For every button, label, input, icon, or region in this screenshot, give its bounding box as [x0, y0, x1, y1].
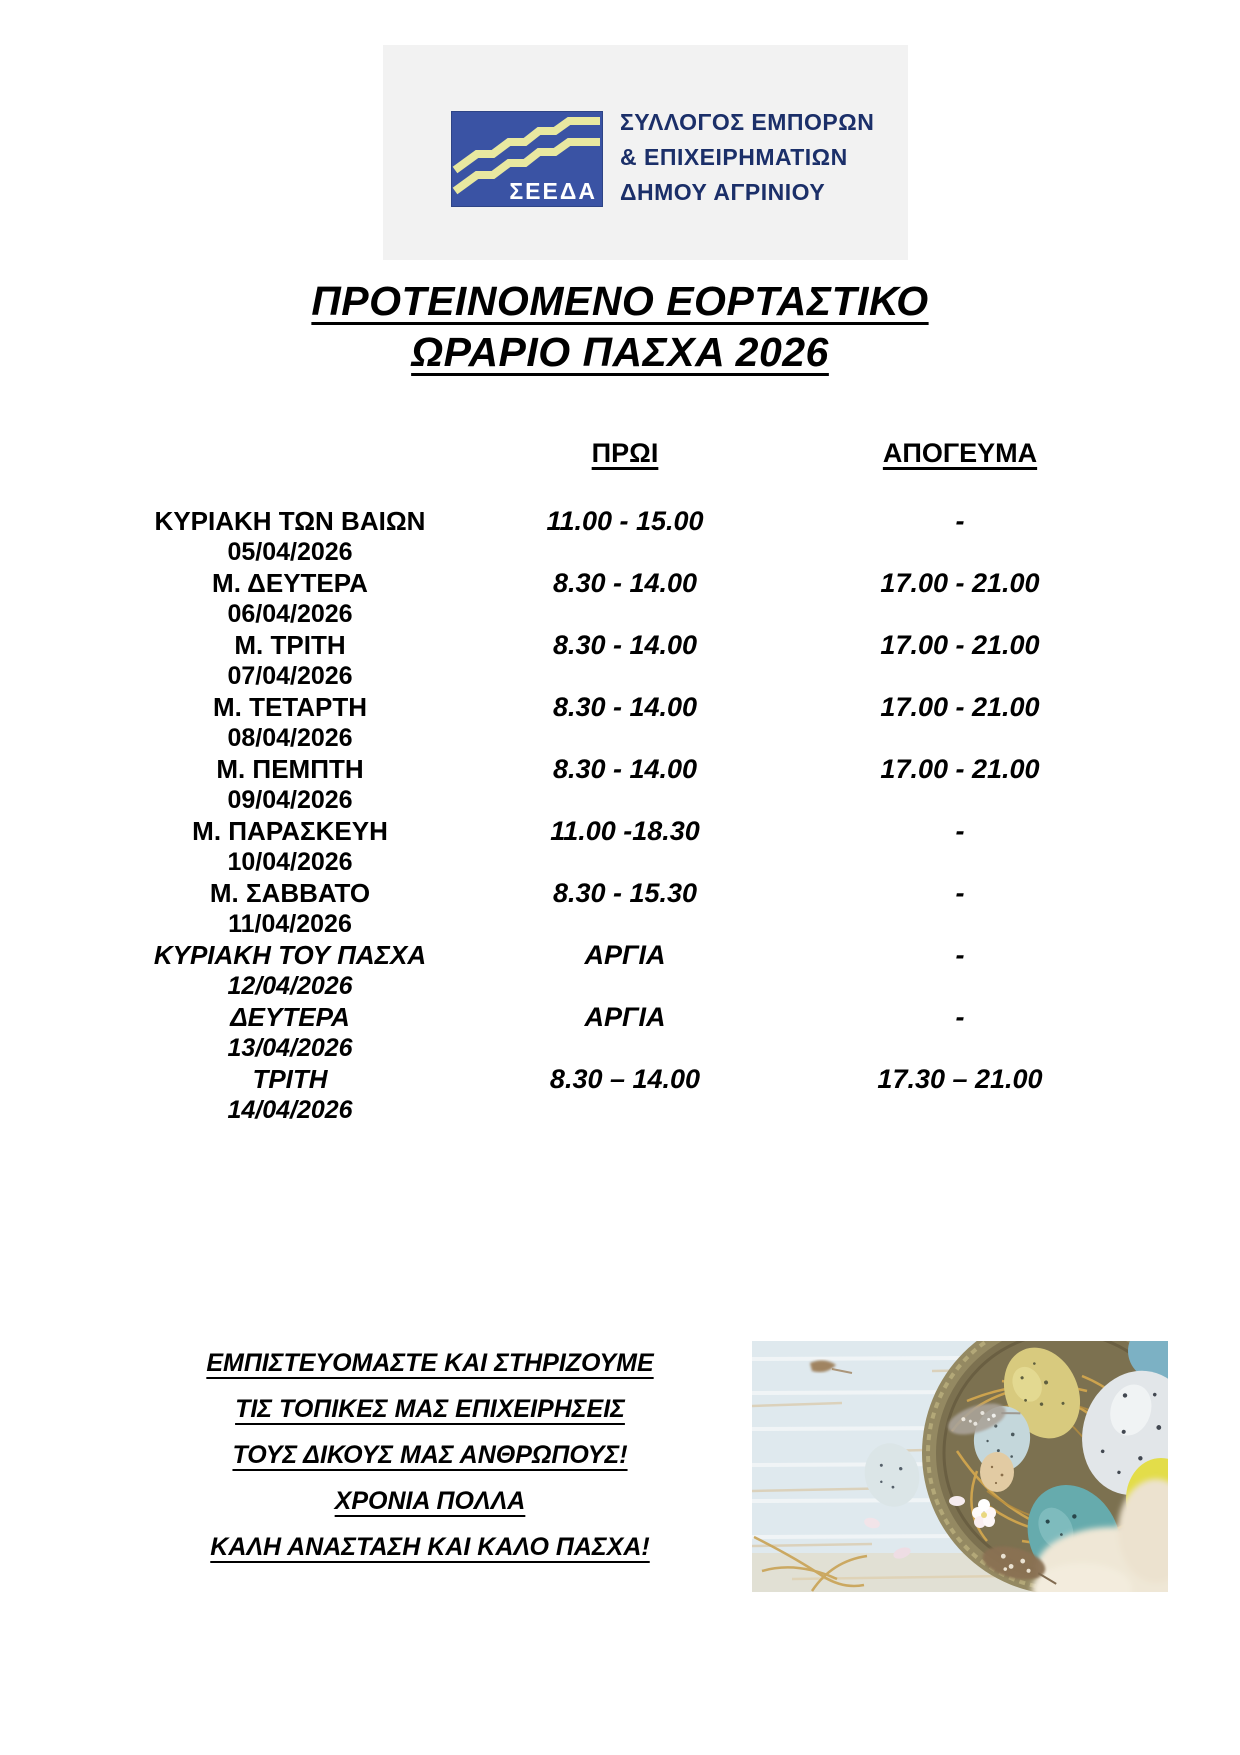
slogan-line: ΚΑΛΗ ΑΝΑΣΤΑΣΗ ΚΑΙ ΚΑΛΟ ΠΑΣΧΑ! — [210, 1533, 650, 1561]
day-name: Μ. ΤΕΤΑΡΤΗ — [212, 692, 368, 722]
schedule-row — [0, 940, 1240, 1002]
day-cell — [120, 692, 460, 754]
afternoon-hours: 17.00 - 21.00 — [880, 692, 1040, 722]
organization-name — [620, 105, 874, 210]
title-line-2: ΩΡΑΡΙΟ ΠΑΣΧΑ 2026 — [411, 329, 829, 375]
afternoon-hours: - — [955, 506, 965, 536]
day-cell — [120, 1002, 460, 1064]
day-date: 09/04/2026 — [227, 786, 353, 814]
morning-hours: ΑΡΓΙΑ — [584, 1002, 666, 1032]
seeda-logo — [452, 112, 602, 206]
schedule-row — [0, 1064, 1240, 1126]
day-name: Μ. ΠΑΡΑΣΚΕΥΗ — [192, 816, 388, 846]
day-cell — [120, 1064, 460, 1126]
schedule-rows — [0, 506, 1240, 1126]
day-date: 10/04/2026 — [227, 848, 353, 876]
logo-acronym: ΣΕΕΔΑ — [509, 178, 597, 204]
day-cell — [120, 630, 460, 692]
day-name: ΚΥΡΙΑΚΗ ΤΩΝ ΒΑΙΩΝ — [154, 506, 426, 536]
day-date: 11/04/2026 — [228, 910, 352, 938]
org-line-3: ΔΗΜΟΥ ΑΓΡΙΝΙΟΥ — [620, 179, 826, 205]
morning-hours: 8.30 - 15.30 — [552, 878, 698, 908]
day-name: Μ. ΠΕΜΠΤΗ — [216, 754, 364, 784]
slogan-line: ΤΙΣ ΤΟΠΙΚΕΣ ΜΑΣ ΕΠΙΧΕΙΡΗΣΕΙΣ — [235, 1395, 625, 1423]
schedule-row — [0, 816, 1240, 878]
day-date: 13/04/2026 — [227, 1034, 353, 1062]
day-name: Μ. ΣΑΒΒΑΤΟ — [209, 878, 371, 908]
morning-hours: 8.30 - 14.00 — [552, 568, 698, 598]
org-line-1: ΣΥΛΛΟΓΟΣ ΕΜΠΟΡΩΝ — [620, 109, 875, 135]
day-cell — [120, 940, 460, 1002]
easter-eggs-photo — [752, 1341, 1168, 1592]
page-title — [0, 276, 1240, 378]
morning-hours: 8.30 - 14.00 — [552, 630, 698, 660]
schedule-row — [0, 1002, 1240, 1064]
morning-hours: 11.00 - 15.00 — [546, 506, 704, 536]
afternoon-hours: - — [955, 1002, 965, 1032]
afternoon-hours: - — [955, 878, 965, 908]
slogan-line: ΕΜΠΙΣΤΕΥΟΜΑΣΤΕ ΚΑΙ ΣΤΗΡΙΖΟΥΜΕ — [206, 1349, 654, 1377]
morning-hours: 8.30 – 14.00 — [549, 1064, 701, 1094]
day-date: 05/04/2026 — [227, 538, 353, 566]
morning-hours: 11.00 -18.30 — [550, 816, 700, 846]
afternoon-hours: 17.00 - 21.00 — [880, 630, 1040, 660]
schedule-row — [0, 754, 1240, 816]
day-date: 14/04/2026 — [227, 1096, 353, 1124]
day-cell — [120, 506, 460, 568]
day-name: ΚΥΡΙΑΚΗ ΤΟΥ ΠΑΣΧΑ — [153, 940, 427, 970]
day-name: ΔΕΥΤΕΡΑ — [230, 1002, 350, 1032]
title-line-1: ΠΡΟΤΕΙΝΟΜΕΝΟ ΕΟΡΤΑΣΤΙΚΟ — [311, 278, 929, 324]
afternoon-hours: - — [955, 816, 965, 846]
day-date: 06/04/2026 — [227, 600, 353, 628]
day-cell — [120, 878, 460, 940]
schedule-row — [0, 692, 1240, 754]
slogan-line: ΤΟΥΣ ΔΙΚΟΥΣ ΜΑΣ ΑΝΘΡΩΠΟΥΣ! — [232, 1441, 628, 1469]
afternoon-hours: 17.00 - 21.00 — [880, 754, 1040, 784]
column-header-morning: ΠΡΩΙ — [591, 438, 659, 468]
afternoon-hours: 17.00 - 21.00 — [880, 568, 1040, 598]
day-name: Μ. ΔΕΥΤΕΡΑ — [212, 568, 368, 598]
day-date: 08/04/2026 — [227, 724, 353, 752]
slogan-line: ΧΡΟΝΙΑ ΠΟΛΛΑ — [334, 1487, 526, 1515]
day-name: Μ. ΤΡΙΤΗ — [234, 630, 346, 660]
morning-hours: 8.30 - 14.00 — [552, 754, 698, 784]
org-line-2: & ΕΠΙΧΕΙΡΗΜΑΤΙΩΝ — [620, 144, 848, 170]
afternoon-hours: - — [955, 940, 965, 970]
day-date: 07/04/2026 — [227, 662, 353, 690]
schedule-row — [0, 630, 1240, 692]
morning-hours: ΑΡΓΙΑ — [584, 940, 666, 970]
footer-slogans — [150, 1348, 710, 1578]
day-cell — [120, 754, 460, 816]
schedule-row — [0, 878, 1240, 940]
column-header-afternoon: ΑΠΟΓΕΥΜΑ — [882, 438, 1038, 468]
morning-hours: 8.30 - 14.00 — [552, 692, 698, 722]
day-name: ΤΡΙΤΗ — [252, 1064, 328, 1094]
logo-panel — [383, 45, 908, 260]
schedule-row — [0, 568, 1240, 630]
afternoon-hours: 17.30 – 21.00 — [877, 1064, 1043, 1094]
day-date: 12/04/2026 — [227, 972, 353, 1000]
schedule-row — [0, 506, 1240, 568]
day-cell — [120, 816, 460, 878]
day-cell — [120, 568, 460, 630]
